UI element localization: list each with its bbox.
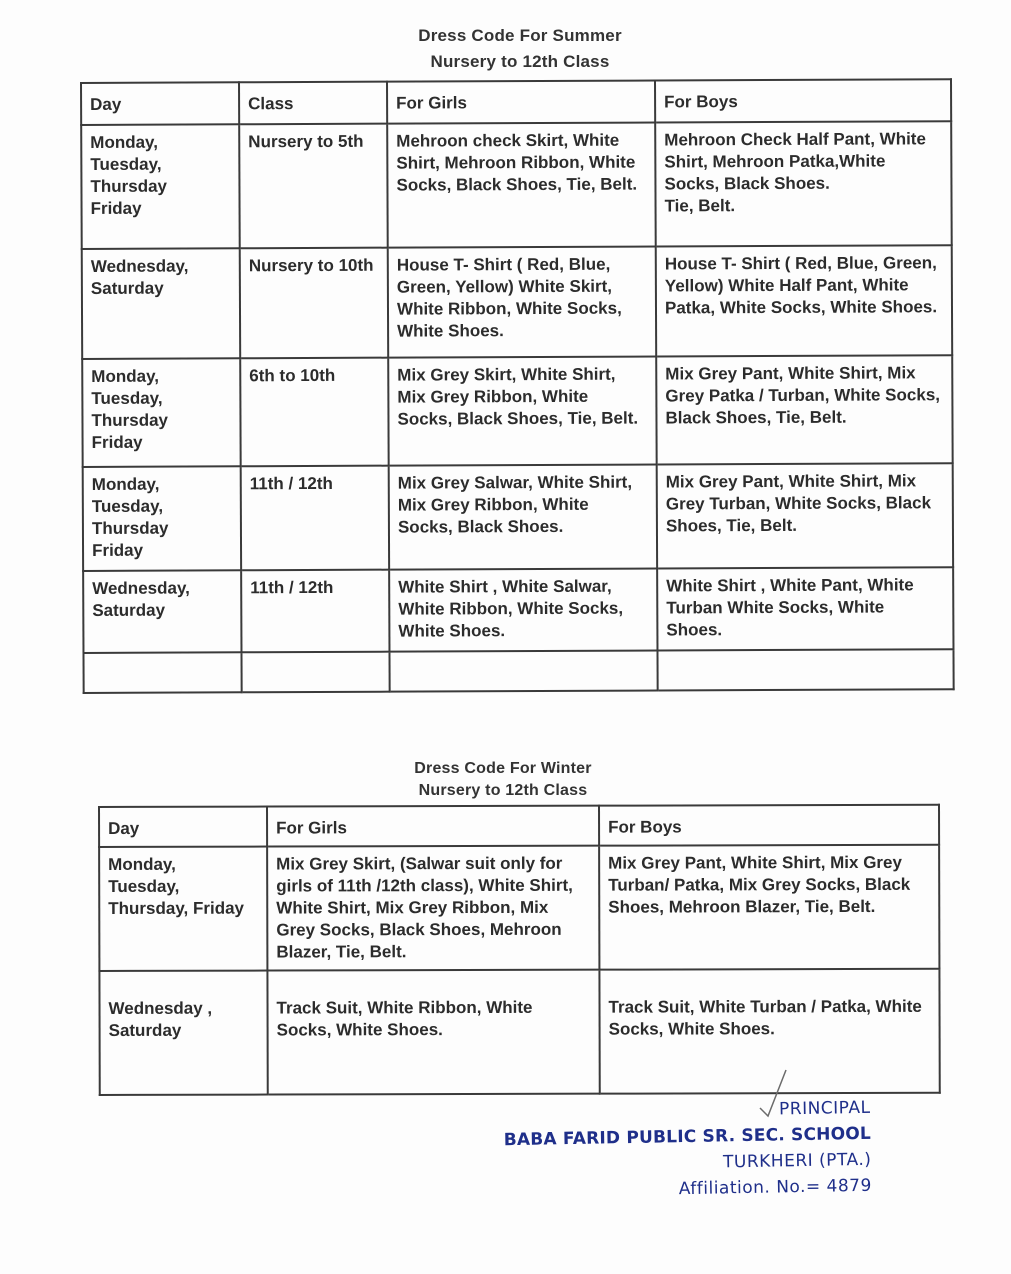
table-header-row [81,79,951,125]
day-cell: Monday, Tuesday, Thursday Friday [81,124,240,249]
girls-cell: Mix Grey Salwar, White Shirt, Mix Grey Ribbon, White Socks, Black Shoes. [389,464,657,569]
header-girls: For Girls [267,806,599,847]
day-cell: Monday, Tuesday, Thursday Friday [82,358,240,467]
girls-cell: White Shirt , White Salwar, White Ribbon, White Socks, White Shoes. [389,568,657,651]
winter-title [368,760,638,800]
table-row [81,121,952,249]
girls-cell: Mehroon check Skirt, White Shirt, Mehroon Ribbon, White Socks, Black Shoes, Tie, Belt. [387,122,656,247]
table-row [99,969,939,1095]
class-cell: Nursery to 10th [240,248,388,359]
principal-stamp [503,1095,872,1205]
boys-cell: House T- Shirt ( Red, Blue, Green, Yellow) White Half Pant, White Patka, White Socks, White Shoes. [656,245,952,356]
day-cell: Monday, Tuesday, Thursday Friday [83,466,241,571]
boys-cell: Mehroon Check Half Pant, White Shirt, Mehroon Patka,White Socks, Black Shoes. Tie, Belt. [655,121,952,246]
summer-title [380,26,660,72]
empty-cell [83,652,241,693]
day-cell: Monday, Tuesday, Thursday, Friday [99,847,267,971]
header-class: Class [239,82,387,125]
stamp-affiliation: Affiliation. No.= 4879 [678,1175,872,1200]
summer-title-line2: Nursery to 12th Class [430,52,610,71]
class-cell: 6th to 10th [240,358,388,467]
header-boys: For Boys [655,79,951,122]
girls-cell: Track Suit, White Ribbon, White Socks, White Shoes. [267,970,599,1095]
stamp-school-name: BABA FARID PUBLIC SR. SEC. SCHOOL [503,1123,871,1151]
summer-title-line1: Dress Code For Summer [418,26,622,45]
girls-cell: Mix Grey Skirt, (Salwar suit only for girls of 11th /12th class), White Shirt, White Shirt, Mix Grey Ribbon, Mix Grey Socks, Black Shoes, Mehroon Blazer, Tie, Belt. [267,846,599,971]
table-row [82,355,952,467]
header-day: Day [99,807,267,847]
boys-cell: Mix Grey Pant, White Shirt, Mix Grey Turban/ Patka, Mix Grey Socks, Black Shoes, Mehroon Blazer, Tie, Belt. [599,845,939,970]
girls-cell: House T- Shirt ( Red, Blue, Green, Yellow) White Skirt, White Ribbon, White Socks, White Shoes. [388,246,656,357]
table-row [83,463,953,571]
class-cell: 11th / 12th [241,570,389,653]
empty-table-row [83,649,953,693]
boys-cell: Track Suit, White Turban / Patka, White Socks, White Shoes. [599,969,939,1094]
girls-cell: Mix Grey Skirt, White Shirt, Mix Grey Ribbon, White Socks, Black Shoes, Tie, Belt. [388,356,656,465]
header-boys: For Boys [599,805,939,846]
header-day: Day [81,82,239,125]
class-cell: Nursery to 5th [239,124,388,249]
empty-cell [389,650,657,691]
table-header-row [99,805,939,847]
header-girls: For Girls [387,80,655,123]
winter-dress-code-table [98,804,941,1096]
winter-title-line2: Nursery to 12th Class [418,782,588,799]
boys-cell: Mix Grey Pant, White Shirt, Mix Grey Turban, White Socks, Black Shoes, Tie, Belt. [657,463,953,568]
stamp-principal: PRINCIPAL [778,1097,871,1120]
table-row [99,845,939,971]
summer-dress-code-table [80,78,955,694]
boys-cell: Mix Grey Pant, White Shirt, Mix Grey Patka / Turban, White Socks, Black Shoes, Tie, Belt. [656,355,952,464]
empty-cell [657,649,953,690]
day-cell: Wednesday, Saturday [82,248,240,359]
table-row [82,245,952,359]
day-cell: Wednesday , Saturday [99,971,267,1095]
stamp-location: TURKHERI (PTA.) [722,1149,872,1173]
empty-cell [241,652,389,693]
winter-title-line1: Dress Code For Winter [414,760,592,777]
class-cell: 11th / 12th [241,466,389,571]
table-row [83,567,953,653]
boys-cell: White Shirt , White Pant, White Turban White Socks, White Shoes. [657,567,953,650]
day-cell: Wednesday, Saturday [83,570,241,653]
